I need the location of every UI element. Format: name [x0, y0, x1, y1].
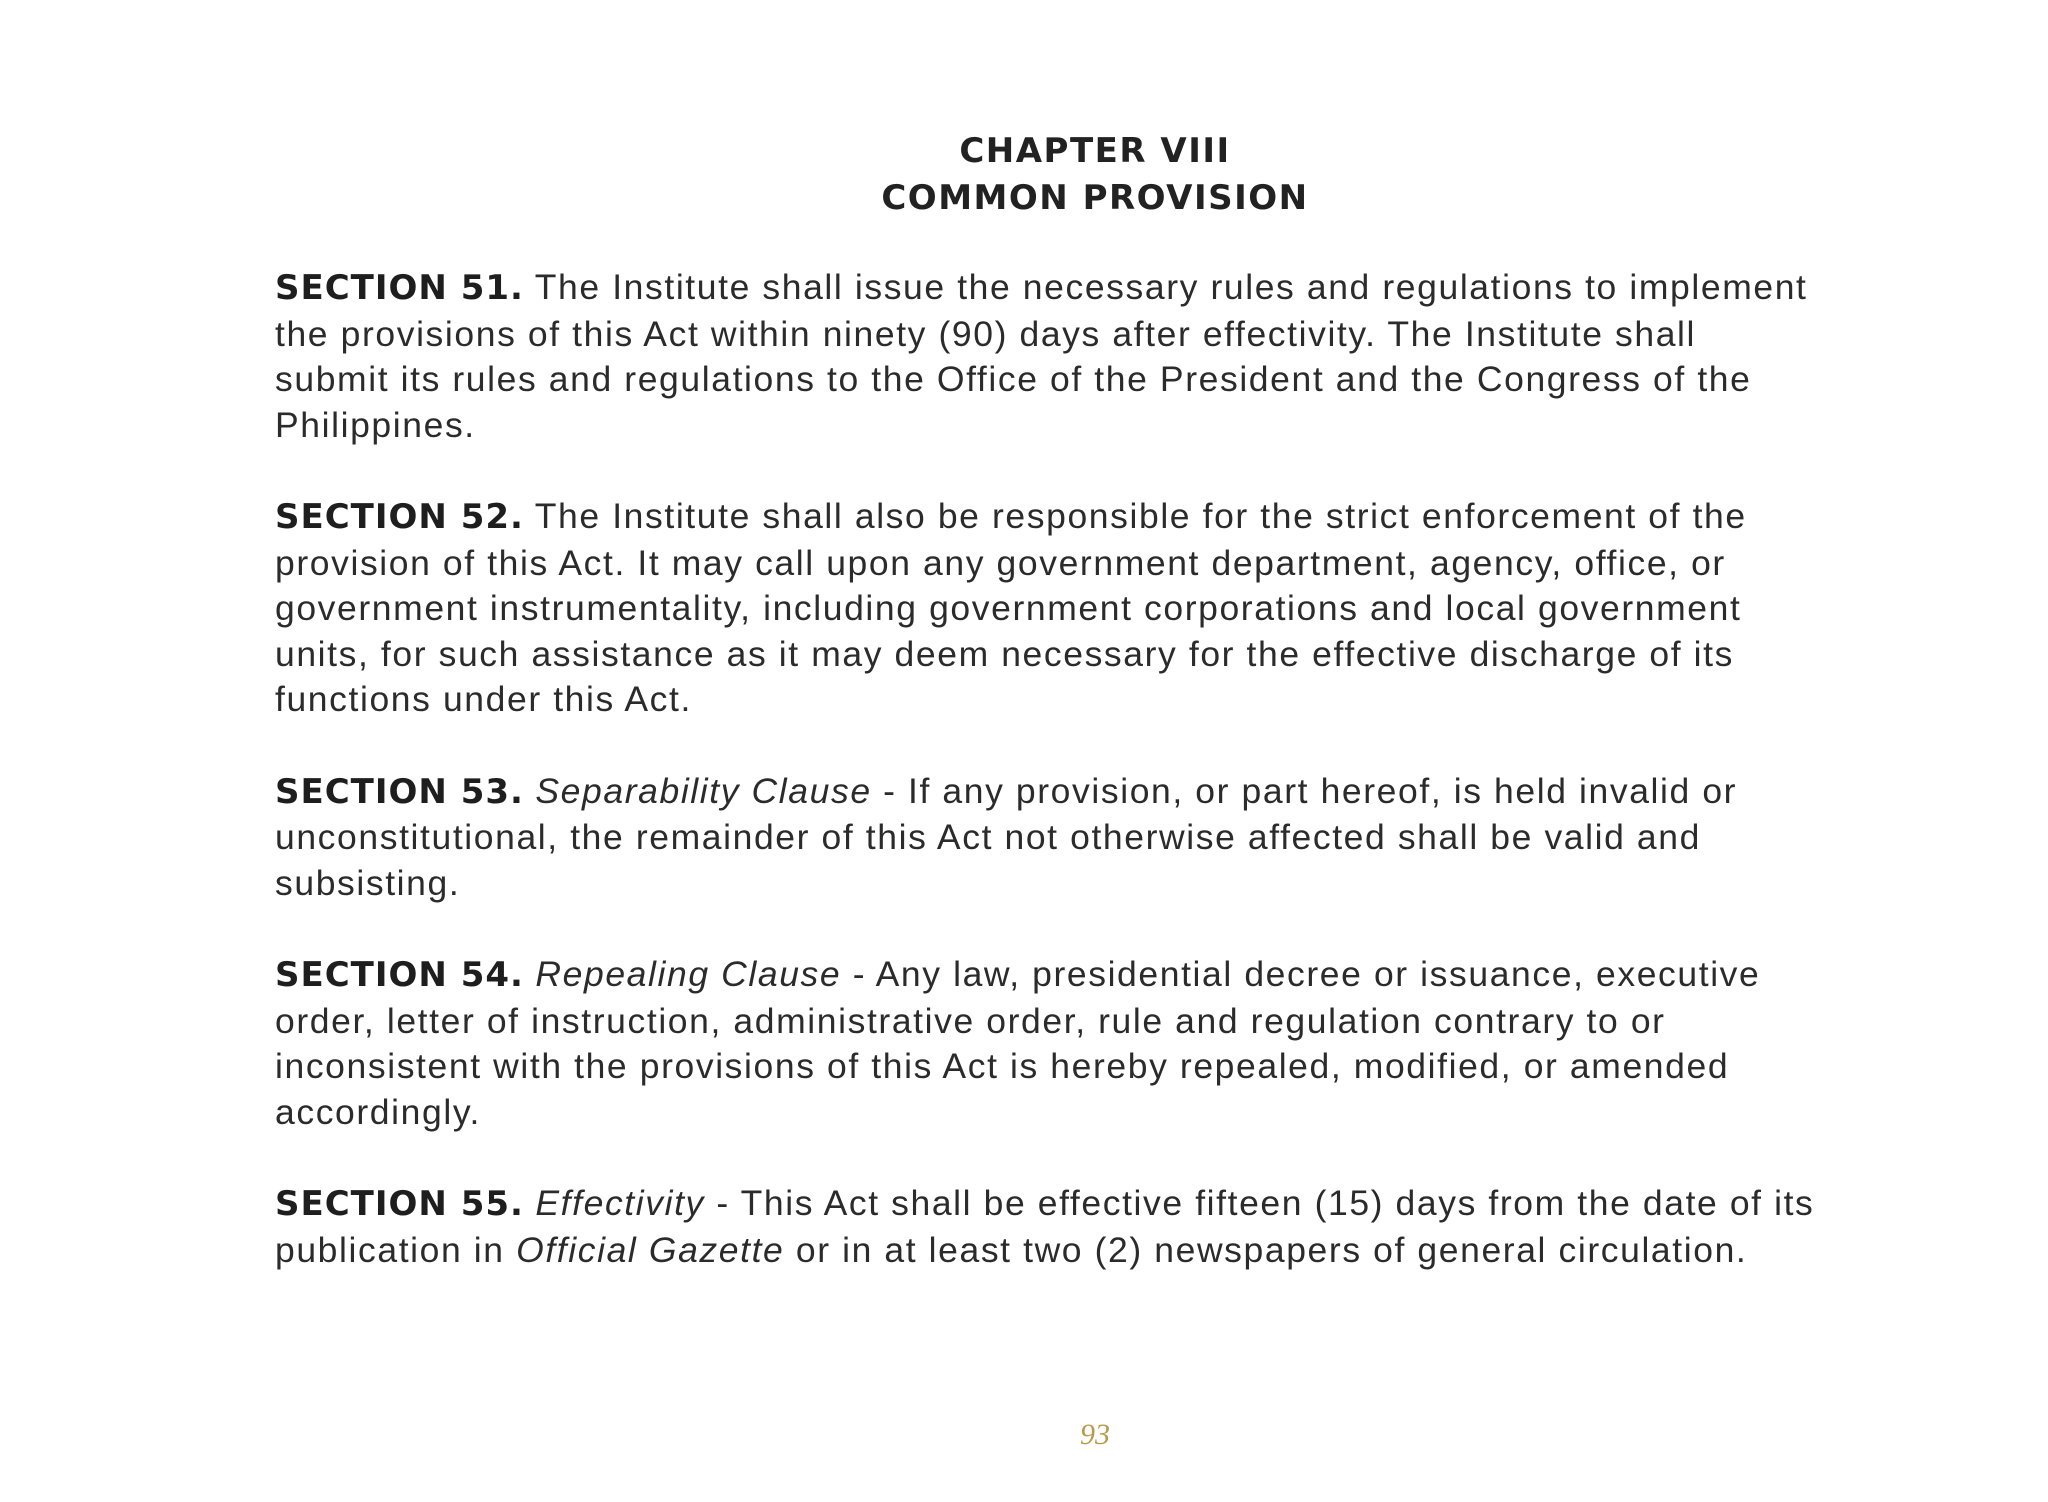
section-label: SECTION 55. — [275, 1184, 524, 1224]
section-text-line: The Institute shall issue the necessary rules and regulations to implement — [534, 267, 1808, 307]
section-label: SECTION 52. — [275, 497, 524, 537]
section-text-line: - This Act shall be effective fifteen (15) days from the date of its — [716, 1183, 1815, 1223]
section-text-line: provision of this Act. It may call upon any government department, agency, office, or — [275, 542, 1726, 583]
section-text-line: - Any law, presidential decree or issuance, executive — [852, 954, 1761, 994]
chapter-number: CHAPTER VIII — [959, 131, 1231, 171]
section-text-line: Philippines. — [275, 404, 476, 445]
section-label: SECTION 54. — [275, 955, 524, 995]
page-number: 93 — [1080, 1418, 1110, 1451]
clause-title: Repealing Clause — [535, 954, 842, 994]
section-52 — [275, 494, 1975, 723]
publication-name: Official Gazette — [516, 1229, 785, 1270]
chapter-title: COMMON PROVISION — [881, 178, 1309, 218]
section-label: SECTION 53. — [275, 771, 524, 812]
section-54 — [275, 952, 1975, 1135]
section-text-line: subsisting. — [275, 862, 461, 903]
section-text-line: The Institute shall also be responsible for the strict enforcement of the — [534, 496, 1747, 536]
section-text-line: functions under this Act. — [275, 679, 692, 719]
section-53 — [275, 769, 1975, 907]
section-text-line: the provisions of this Act within ninety (90) days after effectivity. The Institute shall — [275, 313, 1697, 354]
section-text-line: units, for such assistance as it may deem necessary for the effective discharge of its — [275, 633, 1734, 674]
section-text-line: - If any provision, or part hereof, is held invalid or — [883, 770, 1738, 811]
clause-title: Separability Clause — [535, 770, 872, 811]
section-55 — [275, 1181, 1975, 1273]
document-body — [275, 265, 1975, 1319]
section-text-fragment: publication in — [275, 1229, 505, 1270]
section-text-fragment: or in at least two (2) newspapers of general circulation. — [795, 1229, 1748, 1270]
section-text-line: submit its rules and regulations to the Office of the President and the Congress of the — [275, 359, 1752, 399]
section-text-line: unconstitutional, the remainder of this Act not otherwise affected shall be valid and — [275, 817, 1701, 857]
section-text-line: inconsistent with the provisions of this Act is hereby repealed, modified, or amended — [275, 1046, 1730, 1086]
chapter-heading — [0, 128, 2048, 222]
section-label: SECTION 51. — [275, 268, 524, 308]
section-text-line: order, letter of instruction, administrative order, rule and regulation contrary to or — [275, 1000, 1666, 1041]
clause-title: Effectivity — [535, 1183, 705, 1223]
section-text-line: accordingly. — [275, 1091, 481, 1132]
section-text-line: government instrumentality, including government corporations and local government — [275, 588, 1742, 628]
section-51 — [275, 265, 1975, 448]
